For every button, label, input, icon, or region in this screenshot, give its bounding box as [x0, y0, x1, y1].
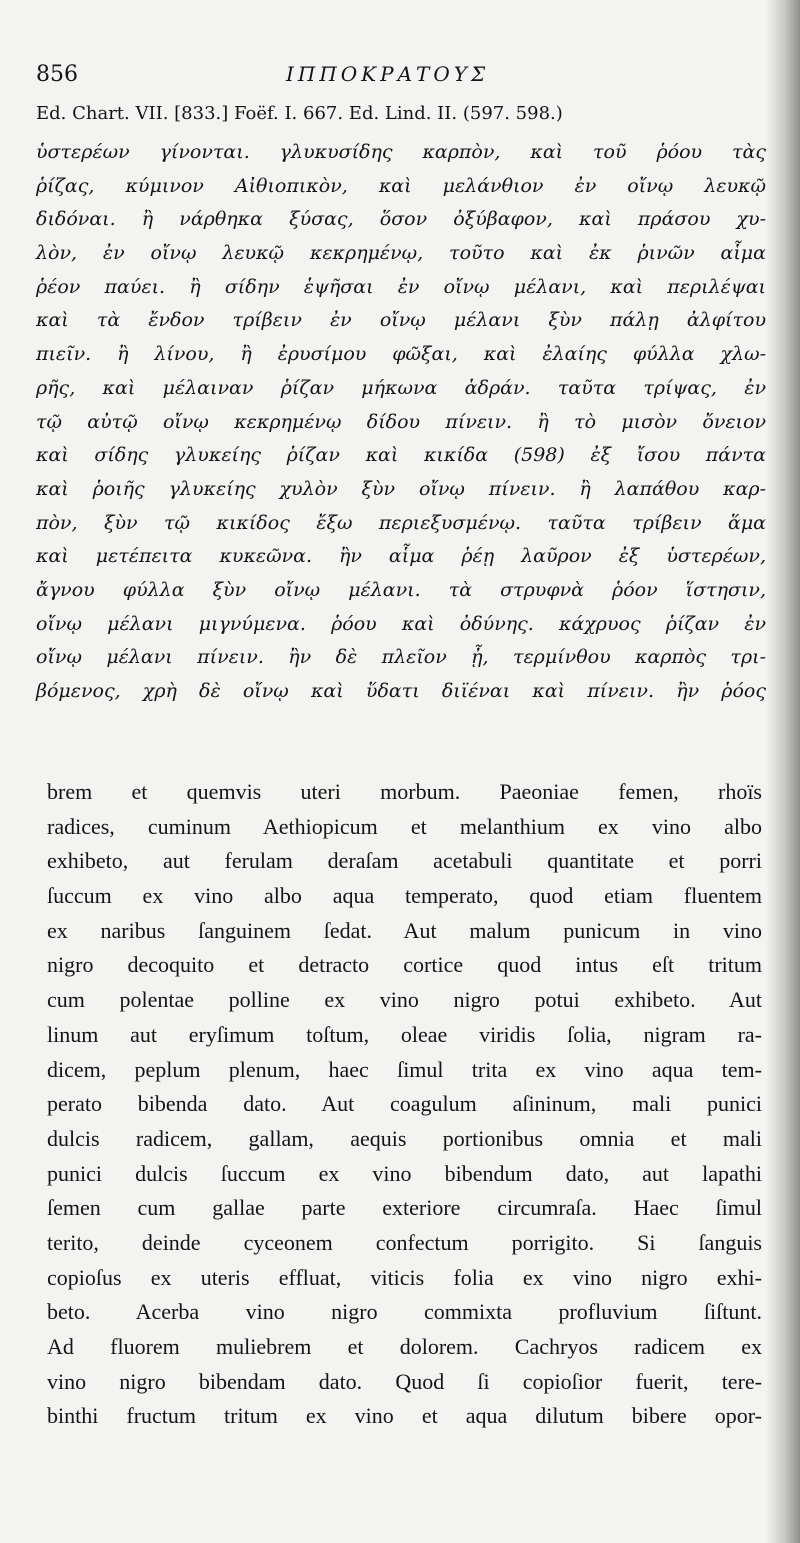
latin-line: beto. Acerba vino nigro commixta profluvium ſiſtunt. [47, 1299, 762, 1325]
greek-line: οἴνῳ μέλανι μιγνύμενα. ῥόου καὶ ὀδύνης. κάχρυος ῥίζαν ἐν [36, 612, 766, 635]
latin-line: ſemen cum gallae parte exteriore circumraſa. Haec ſimul [47, 1195, 762, 1221]
edition-reference-line: Ed. Chart. VII. [833.] Foëf. I. 667. Ed. Lind. II. (597. 598.) [36, 103, 563, 124]
greek-line: καὶ σίδης γλυκείης ῥίζαν καὶ κικίδα (598) ἐξ ἴσου πάντα [36, 444, 766, 467]
greek-line: οἴνῳ μέλανι πίνειν. ἢν δὲ πλεῖον ᾖ, τερμίνθου καρπὸς τρι- [36, 646, 766, 669]
greek-line: καὶ ῥοιῆς γλυκείης χυλὸν ξὺν οἴνῳ πίνειν. ἢ λαπάθου καρ- [36, 477, 766, 500]
latin-line: cum polentae polline ex vino nigro potui exhibeto. Aut [47, 987, 762, 1013]
latin-line: punici dulcis ſuccum ex vino bibendum dato, aut lapathi [47, 1160, 762, 1186]
greek-line: λὸν, ἐν οἴνῳ λευκῷ κεκρημένῳ, τοῦτο καὶ ἐκ ῥινῶν αἷμα [36, 242, 766, 265]
greek-line: καὶ μετέπειτα κυκεῶνα. ἢν αἷμα ῥέῃ λαῦρον ἐξ ὑστερέων, [36, 545, 766, 568]
latin-line: binthi fructum tritum ex vino et aqua dilutum bibere opor- [47, 1403, 762, 1429]
page-number: 856 [36, 62, 78, 87]
latin-line: brem et quemvis uteri morbum. Paeoniae femen, rhoïs [47, 779, 762, 804]
latin-line: dicem, peplum plenum, haec ſimul trita ex vino aqua tem- [47, 1056, 762, 1082]
latin-line: radices, cuminum Aethiopicum et melanthium ex vino albo [47, 813, 762, 839]
latin-text-block [47, 775, 762, 1434]
page-gutter-shadow [766, 0, 800, 1543]
greek-line: ῥίζας, κύμινον Αἰθιοπικὸν, καὶ μελάνθιον ἐν οἴνῳ λευκῷ [36, 174, 766, 197]
greek-line: ρῆς, καὶ μέλαιναν ῥίζαν μήκωνα ἁδράν. ταῦτα τρίψας, ἐν [36, 376, 766, 399]
greek-line: ἄγνου φύλλα ξὺν οἴνῳ μέλανι. τὰ στρυφνὰ ῥόον ἵστησιν, [36, 578, 766, 601]
latin-line: exhibeto, aut ferulam deraſam acetabuli quantitate et porri [47, 848, 762, 874]
latin-line: vino nigro bibendam dato. Quod ſi copioſior fuerit, tere- [47, 1368, 762, 1394]
greek-text-block [36, 136, 766, 709]
greek-line: βόμενος, χρὴ δὲ οἴνῳ καὶ ὕδατι διϊέναι καὶ πίνειν. ἢν ῥόος [36, 680, 766, 702]
latin-line: nigro decoquito et detracto cortice quod intus eſt tritum [47, 952, 762, 978]
greek-line: τῷ αὐτῷ οἴνῳ κεκρημένῳ δίδου πίνειν. ἢ τὸ μισὸν ὄνειον [36, 410, 766, 433]
page-header [36, 62, 776, 102]
greek-line: ῥέον παύει. ἢ σίδην ἑψῆσαι ἐν οἴνῳ μέλανι, καὶ περιλέψαι [36, 275, 766, 298]
running-title: ΙΠΠΟΚΡΑΤΟΥΣ [286, 62, 490, 86]
greek-line: πιεῖν. ἢ λίνου, ἢ ἐρυσίμου φῶξαι, καὶ ἐλαίης φύλλα χλω- [36, 343, 766, 366]
latin-line: Ad fluorem muliebrem et dolorem. Cachryos radicem ex [47, 1334, 762, 1359]
latin-line: ex naribus ſanguinem ſedat. Aut malum punicum in vino [47, 917, 762, 943]
latin-line: perato bibenda dato. Aut coagulum aſininum, mali punici [47, 1091, 762, 1117]
greek-line: ὑστερέων γίνονται. γλυκυσίδης καρπὸν, καὶ τοῦ ῥόου τὰς [36, 141, 766, 163]
latin-line: ſuccum ex vino albo aqua temperato, quod etiam fluentem [47, 883, 762, 909]
greek-line: καὶ τὰ ἔνδον τρίβειν ἐν οἴνῳ μέλανι ξὺν πάλῃ ἀλφίτου [36, 309, 766, 332]
greek-line: διδόναι. ἢ νάρθηκα ξύσας, ὅσον ὀξύβαφον, καὶ πράσου χυ- [36, 208, 766, 231]
latin-line: linum aut eryſimum toſtum, oleae viridis ſolia, nigram ra- [47, 1021, 762, 1047]
greek-line: πὸν, ξὺν τῷ κικίδος ἔξω περιεξυσμένῳ. ταῦτα τρίβειν ἅμα [36, 511, 766, 534]
latin-line: copioſus ex uteris effluat, viticis folia ex vino nigro exhi- [47, 1264, 762, 1290]
latin-line: terito, deinde cyceonem confectum porrigito. Si ſanguis [47, 1229, 762, 1255]
latin-line: dulcis radicem, gallam, aequis portionibus omnia et mali [47, 1125, 762, 1151]
